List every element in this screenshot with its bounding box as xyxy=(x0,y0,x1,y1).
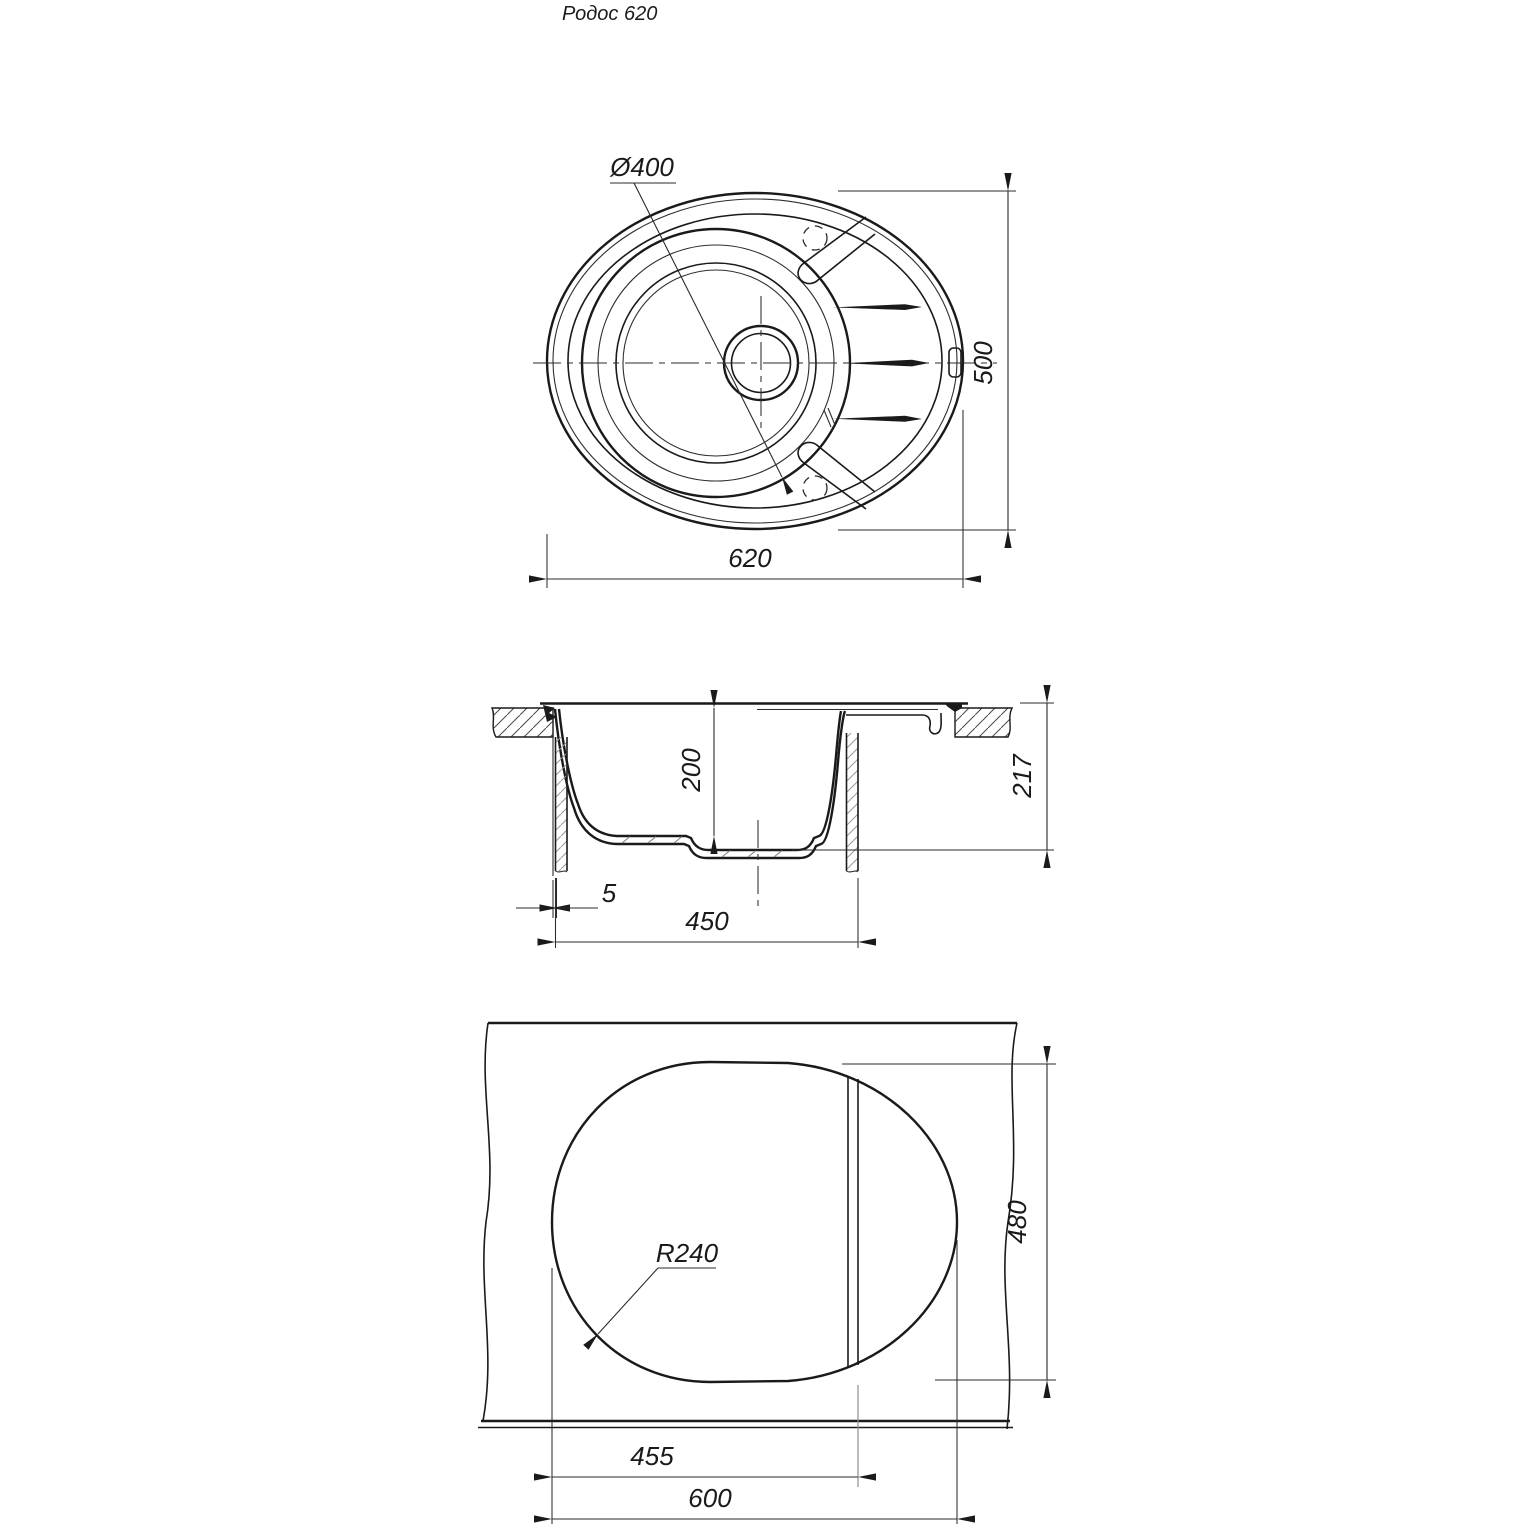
dim-cutout-600-text: 600 xyxy=(688,1483,732,1513)
dim-cutout-480 xyxy=(842,1064,1056,1380)
dim-total-height-text: 217 xyxy=(1007,754,1037,798)
dim-bowl-width-text: 450 xyxy=(685,906,729,936)
dim-diameter-text: Ø400 xyxy=(610,152,674,182)
apron-right xyxy=(847,733,859,872)
drawing-title: Родос 620 xyxy=(562,3,658,25)
dim-edge-gap-text: 5 xyxy=(601,878,617,908)
drain-groove-bottom xyxy=(833,416,922,422)
dim-height-text: 500 xyxy=(968,341,998,385)
drain-groove-middle xyxy=(843,360,929,367)
dim-cutout-455-text: 455 xyxy=(630,1441,674,1471)
leader-line xyxy=(634,183,782,477)
countertop-right xyxy=(955,708,1012,737)
countertop-left xyxy=(492,708,553,737)
dim-radius-240 xyxy=(598,1238,719,1334)
dim-width-620 xyxy=(547,410,963,588)
dim-total-height-217 xyxy=(792,703,1054,850)
faucet-hole-bottom xyxy=(803,476,827,500)
rim-underside-hook xyxy=(846,713,941,734)
faucet-platform-top xyxy=(798,217,875,284)
sink-inner-rim xyxy=(568,214,942,508)
countertop-block xyxy=(955,708,1012,737)
dim-depth-200 xyxy=(676,708,714,836)
top-view xyxy=(533,152,1016,588)
cutout-view xyxy=(478,1023,1056,1524)
dim-radius-text: R240 xyxy=(655,1238,719,1268)
dim-depth-text: 200 xyxy=(676,748,706,792)
dim-cutout-480-text: 480 xyxy=(1002,1200,1032,1244)
countertop-block xyxy=(492,708,553,737)
cutout-outline xyxy=(552,1062,957,1382)
section-view xyxy=(492,703,1054,948)
apron-hatch xyxy=(556,737,568,871)
drain-groove-top xyxy=(833,304,922,310)
faucet-platform-bottom xyxy=(798,442,875,509)
dim-edge-gap-5 xyxy=(516,878,617,918)
apron-left xyxy=(556,737,568,872)
leader-line xyxy=(598,1268,658,1334)
dim-width-text: 620 xyxy=(728,543,772,573)
faucet-hole-top xyxy=(803,226,827,250)
panel-left-torn-edge xyxy=(483,1023,490,1421)
